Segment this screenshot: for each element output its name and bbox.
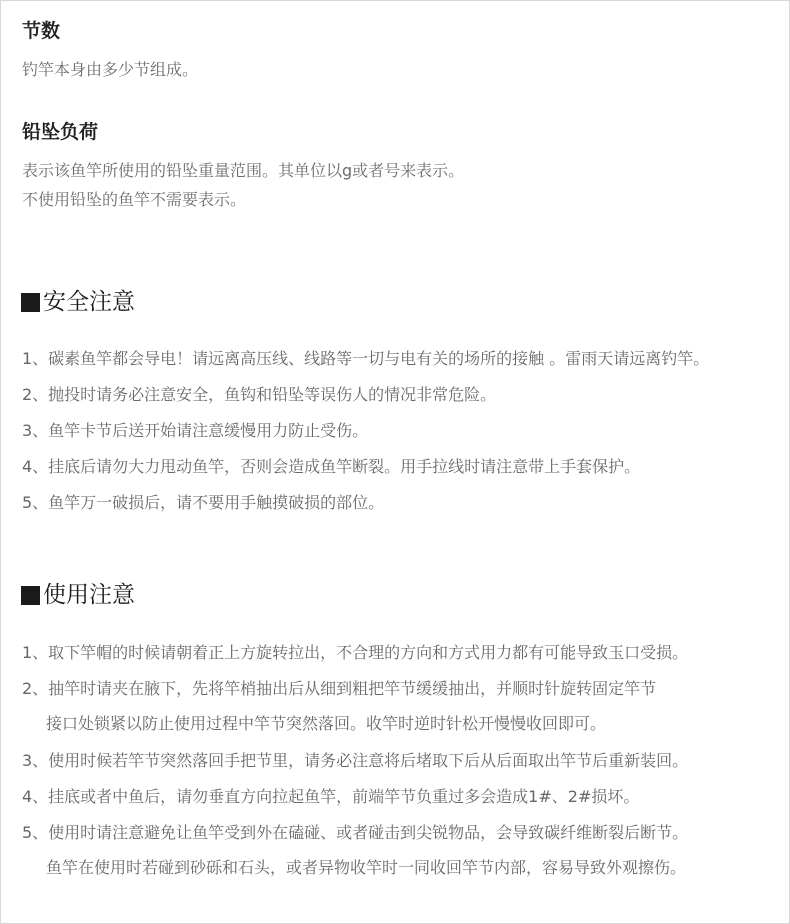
safety-section-heading: [21, 287, 135, 317]
square-bullet-icon: [21, 586, 40, 605]
safety-item: 4、挂底后请勿大力甩动鱼竿，否则会造成鱼竿断裂。用手拉线时请注意带上手套保护。: [22, 457, 641, 476]
safety-item: 2、抛投时请务必注意安全，鱼钩和铅坠等误伤人的情况非常危险。: [22, 385, 497, 404]
safety-item: 5、鱼竿万一破损后，请不要用手触摸破损的部位。: [22, 493, 385, 512]
sinker-load-desc-line: 不使用铅坠的鱼竿不需要表示。: [22, 190, 247, 209]
usage-item: 1、取下竿帽的时候请朝着正上方旋转拉出，不合理的方向和方式用力都有可能导致玉口受损。: [22, 643, 689, 662]
usage-section-heading: [21, 580, 135, 610]
usage-item: 4、挂底或者中鱼后，请勿垂直方向拉起鱼竿，前端竿节负重过多会造成1#、2#损坏。: [22, 787, 640, 806]
sinker-load-title: 铅坠负荷: [22, 121, 99, 143]
safety-section-title: 安全注意: [43, 289, 135, 315]
usage-item-continuation: 接口处锁紧以防止使用过程中竿节突然落回。收竿时逆时针松开慢慢收回即可。: [46, 714, 607, 733]
usage-item: 2、抽竿时请夹在腋下，先将竿梢抽出后从细到粗把竿节缓缓抽出，并顺时针旋转固定竿节: [22, 679, 657, 698]
usage-item-continuation: 鱼竿在使用时若碰到砂砾和石头，或者异物收竿时一同收回竿节内部，容易导致外观擦伤。: [46, 858, 687, 877]
usage-section-title: 使用注意: [43, 582, 135, 608]
usage-item: 3、使用时候若竿节突然落回手把节里，请务必注意将后堵取下后从后面取出竿节后重新装回。: [22, 751, 689, 770]
safety-item: 1、碳素鱼竿都会导电！请远离高压线、线路等一切与电有关的场所的接触 。雷雨天请远离钓竿。: [22, 349, 710, 368]
node-count-desc: 钓竿本身由多少节组成。: [22, 60, 199, 79]
node-count-title: 节数: [22, 20, 61, 42]
sinker-load-desc-line: 表示该鱼竿所使用的铅坠重量范围。其单位以g或者号来表示。: [22, 161, 465, 180]
square-bullet-icon: [21, 293, 40, 312]
usage-item: 5、使用时请注意避免让鱼竿受到外在磕碰、或者碰击到尖锐物品，会导致碳纤维断裂后断节。: [22, 823, 689, 842]
safety-item: 3、鱼竿卡节后送开始请注意缓慢用力防止受伤。: [22, 421, 369, 440]
